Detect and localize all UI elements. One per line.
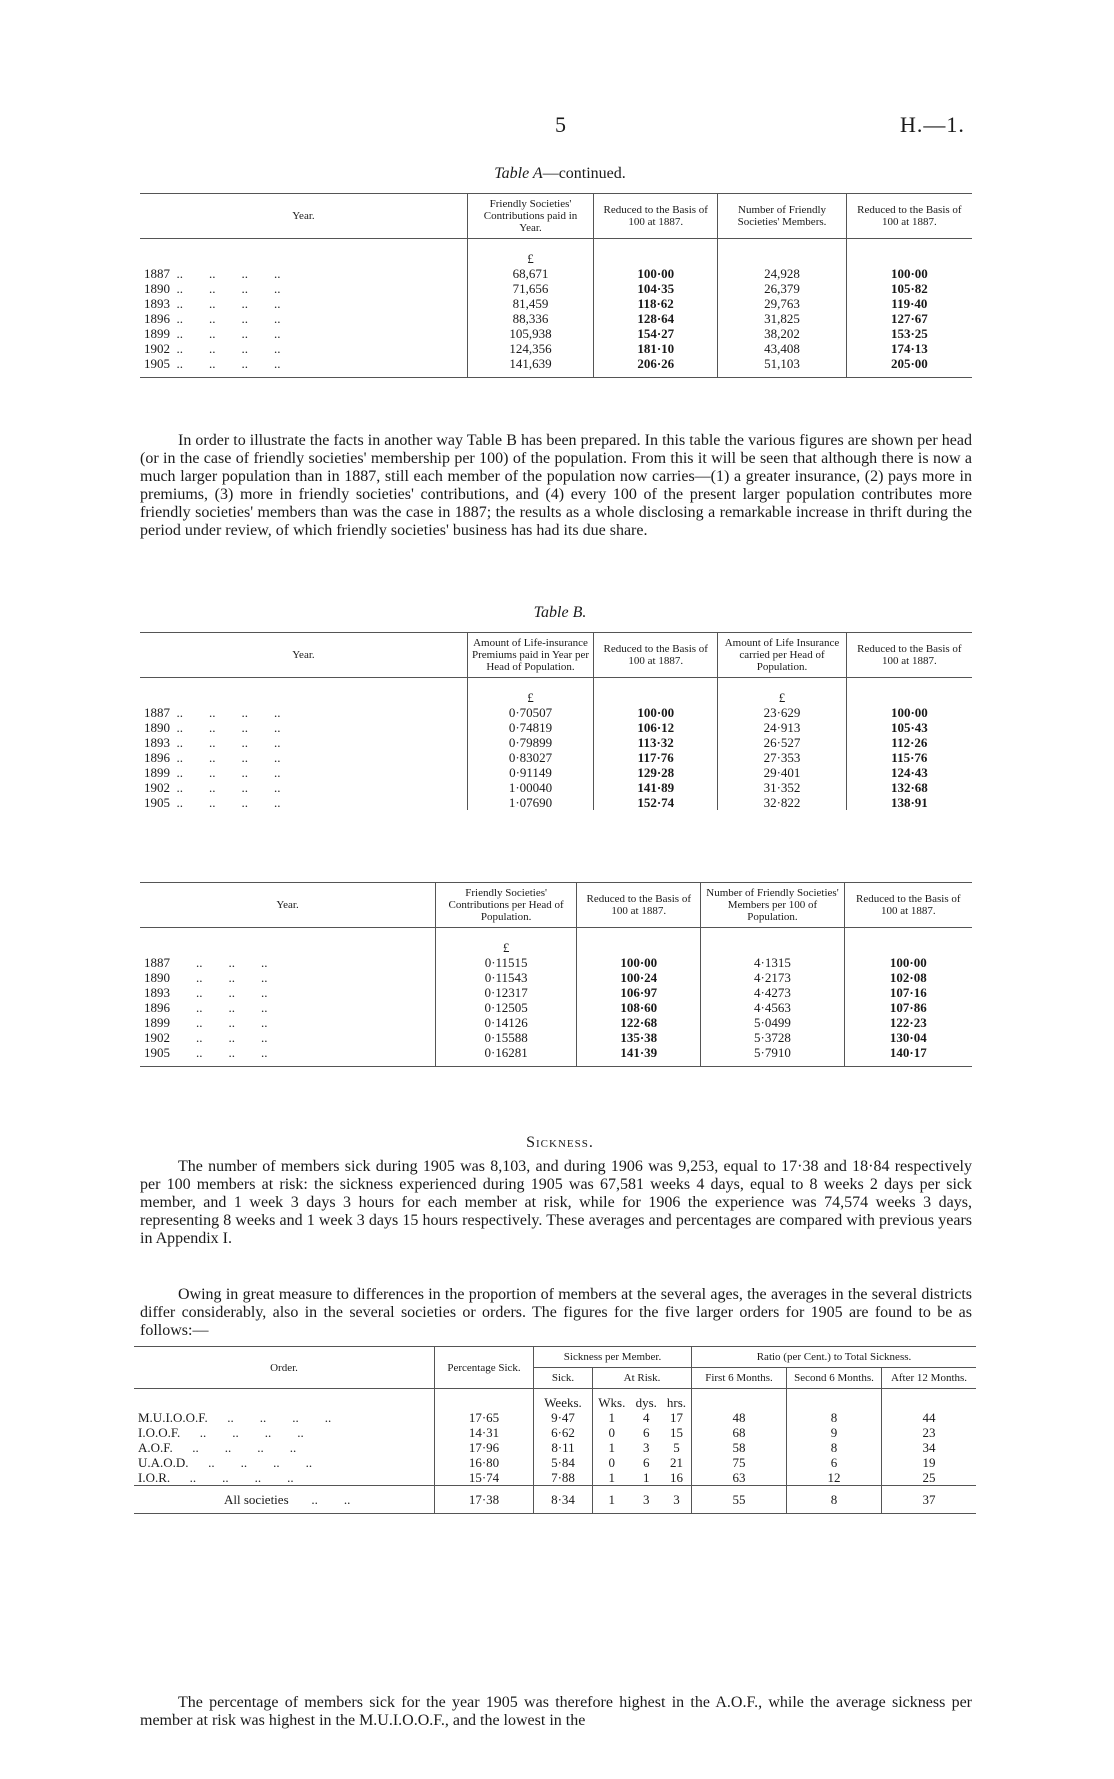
table-d-after-cell: 23 <box>882 1425 977 1440</box>
table_a-contrib-cell: 81,459 <box>467 296 593 311</box>
table-c-header-members: Number of Friendly Societies' Members per 100 of Population. <box>701 883 844 928</box>
year-cell <box>140 735 467 750</box>
table_c-red1-cell: 135·38 <box>577 1030 701 1045</box>
table_c-contrib-cell: 0·12317 <box>436 985 577 1000</box>
table-b-currency-2: £ <box>718 678 846 706</box>
leader-dots: .. .. .. <box>170 1045 268 1060</box>
table_a-members-cell: 38,202 <box>718 326 846 341</box>
table_c-members-cell: 5·7910 <box>701 1045 844 1067</box>
table_a-contrib-cell: 88,336 <box>467 311 593 326</box>
table-d-total-pct-cell: 17·38 <box>435 1486 534 1514</box>
table-row <box>140 281 972 296</box>
table-d-pct-cell: 16·80 <box>435 1455 534 1470</box>
table_a-contrib-cell: 68,671 <box>467 266 593 281</box>
table-a-header-reduced2: Reduced to the Basis of 100 at 1887. <box>846 194 972 239</box>
table-row <box>140 1000 972 1015</box>
leader-dots: .. .. .. <box>170 1000 268 1015</box>
year-cell <box>140 795 467 810</box>
table_c-red2-cell: 130·04 <box>844 1030 972 1045</box>
table-row <box>140 970 972 985</box>
table-d-total-second-cell: 8 <box>787 1486 882 1514</box>
leader-dots: .. .. .. .. <box>170 735 281 750</box>
table_b-ins-cell: 24·913 <box>718 720 846 735</box>
leader-dots: .. .. .. .. <box>207 1410 332 1425</box>
year-label: M.U.I.O.O.F. <box>138 1410 208 1425</box>
table_c-contrib-cell: 0·11515 <box>436 955 577 970</box>
table-d-first-cell: 58 <box>692 1440 787 1455</box>
table_a-members-cell: 51,103 <box>718 356 846 378</box>
order-cell <box>134 1440 435 1455</box>
year-cell <box>140 750 467 765</box>
year-cell <box>140 780 467 795</box>
leader-dots: .. .. .. .. <box>170 281 281 296</box>
table_c-red1-cell: 108·60 <box>577 1000 701 1015</box>
table_a-red1-cell: 128·64 <box>594 311 718 326</box>
table_a-members-cell: 31,825 <box>718 311 846 326</box>
table_a-contrib-cell: 141,639 <box>467 356 593 378</box>
table-d-total-first-cell: 55 <box>692 1486 787 1514</box>
table_a-red2-cell: 153·25 <box>846 326 972 341</box>
year-cell <box>140 311 467 326</box>
table_b-ins-cell: 26·527 <box>718 735 846 750</box>
table-d-wks-cell: 1 <box>593 1410 631 1425</box>
year-label: 1905 <box>144 795 170 810</box>
table-d-first-cell: 68 <box>692 1425 787 1440</box>
table-d-dys-cell: 3 <box>642 1440 650 1455</box>
year-label: 1905 <box>144 1045 170 1060</box>
table_a-members-cell: 24,928 <box>718 266 846 281</box>
table-d <box>134 1346 976 1514</box>
table_a-red1-cell: 104·35 <box>594 281 718 296</box>
table_a-red1-cell: 118·62 <box>594 296 718 311</box>
table_b-red1-cell: 113·32 <box>594 735 718 750</box>
table_a-members-cell: 26,379 <box>718 281 846 296</box>
table-d-hrs-cell: 21 <box>669 1455 683 1470</box>
year-label: 1896 <box>144 750 170 765</box>
table-d-sick-cell: 9·47 <box>534 1410 593 1425</box>
order-cell <box>134 1470 435 1486</box>
year-label: 1899 <box>144 326 170 341</box>
table_b-ins-cell: 27·353 <box>718 750 846 765</box>
table-b-header-year: Year. <box>140 633 467 678</box>
year-label: I.O.R. <box>138 1470 171 1485</box>
leader-dots: .. .. .. .. <box>170 780 281 795</box>
table-d-header-first: First 6 Months. <box>692 1368 787 1389</box>
table-row <box>140 326 972 341</box>
table_c-members-cell: 4·4273 <box>701 985 844 1000</box>
table-d-first-cell: 48 <box>692 1410 787 1425</box>
table-b-header-reduced1: Reduced to the Basis of 100 at 1887. <box>594 633 718 678</box>
table_c-red2-cell: 122·23 <box>844 1015 972 1030</box>
leader-dots: .. .. .. .. <box>188 1455 313 1470</box>
table-d-hrs-cell: 17 <box>669 1410 683 1425</box>
leader-dots: .. .. .. .. <box>170 705 281 720</box>
table-d-header-after: After 12 Months. <box>882 1368 977 1389</box>
table_b-red2-cell: 115·76 <box>846 750 972 765</box>
table_b-red1-cell: 152·74 <box>594 795 718 810</box>
table-d-dys-cell: 6 <box>642 1455 650 1470</box>
table-b <box>140 632 972 810</box>
table-a-header-year: Year. <box>140 194 467 239</box>
leader-dots: .. .. .. .. <box>170 765 281 780</box>
table_c-red2-cell: 107·86 <box>844 1000 972 1015</box>
table-d-wks-cell: 1 <box>593 1470 631 1486</box>
table-d-dys-cell: 1 <box>642 1470 650 1485</box>
table_a-red2-cell: 174·13 <box>846 341 972 356</box>
leader-dots: .. .. .. .. <box>170 750 281 765</box>
leader-dots: .. .. .. .. <box>170 720 281 735</box>
table_a-contrib-cell: 124,356 <box>467 341 593 356</box>
table_a-red2-cell: 127·67 <box>846 311 972 326</box>
table-row <box>134 1470 976 1486</box>
leader-dots: .. .. .. <box>170 970 268 985</box>
leader-dots: .. .. .. .. <box>180 1425 304 1440</box>
table-d-body <box>134 1389 976 1514</box>
table-b-currency: £ <box>467 678 593 706</box>
table_b-ins-cell: 23·629 <box>718 705 846 720</box>
table-row <box>140 780 972 795</box>
table_a-members-cell: 29,763 <box>718 296 846 311</box>
table_c-red1-cell: 141·39 <box>577 1045 701 1067</box>
year-cell <box>140 1000 436 1015</box>
table-d-after-cell: 19 <box>882 1455 977 1470</box>
year-label: 1890 <box>144 970 170 985</box>
table_b-red2-cell: 132·68 <box>846 780 972 795</box>
table-d-header-second: Second 6 Months. <box>787 1368 882 1389</box>
year-label: 1902 <box>144 780 170 795</box>
table-d-header-sick-per-member: Sickness per Member. <box>534 1347 692 1368</box>
table_a-members-cell: 43,408 <box>718 341 846 356</box>
table_c-red1-cell: 100·24 <box>577 970 701 985</box>
table_b-red1-cell: 106·12 <box>594 720 718 735</box>
order-cell <box>134 1455 435 1470</box>
table-row <box>140 356 972 378</box>
year-label: 1887 <box>144 955 170 970</box>
table-d-header-pct: Percentage Sick. <box>435 1347 534 1389</box>
table-c-header-contrib: Friendly Societies' Contributions per Head of Population. <box>436 883 577 928</box>
table-a-header-contrib: Friendly Societies' Contributions paid in Year. <box>467 194 593 239</box>
leader-dots: .. .. .. <box>170 1030 268 1045</box>
table_c-red1-cell: 122·68 <box>577 1015 701 1030</box>
year-cell <box>140 281 467 296</box>
table-d-unit-dys: dys. <box>635 1395 657 1410</box>
table-d-sick-cell: 5·84 <box>534 1455 593 1470</box>
paragraph-table-b-intro: In order to illustrate the facts in another way Table B has been prepared. In this table the various figures are shown per head (or in the case of friendly societies' membership per 100) of the population. From this it will be seen that although there is now a much larger population than in 1887, still each member of the population now carries—(1) a greater insurance, (2) pays more in premiums, (3) more in friendly societies' contributions, and (4) every 100 of the present larger population contributes more friendly societies' members than was the case in 1887; the results as a whole disclosing a remarkable increase in thrift during the period under review, of which friendly societies' business has had its due share. <box>140 432 972 539</box>
table-d-pct-cell: 14·31 <box>435 1425 534 1440</box>
table-b-body <box>140 678 972 811</box>
year-label: 1899 <box>144 1015 170 1030</box>
table-row <box>140 1015 972 1030</box>
table_c-contrib-cell: 0·16281 <box>436 1045 577 1067</box>
table-d-first-cell: 63 <box>692 1470 787 1486</box>
year-label: 1896 <box>144 1000 170 1015</box>
paragraph-orders: Owing in great measure to differences in the proportion of members at the several ages, the averages in the several districts differ considerably, also in the several societies or orders. The figures for the five larger orders for 1905 are found to be as follows:— <box>140 1286 972 1339</box>
table_b-red1-cell: 129·28 <box>594 765 718 780</box>
year-cell <box>140 1030 436 1045</box>
table_c-members-cell: 4·4563 <box>701 1000 844 1015</box>
table-a-currency: £ <box>467 239 593 267</box>
leader-dots: .. .. .. <box>170 1015 268 1030</box>
page-number: 5 <box>555 112 566 137</box>
table-c-header-reduced1: Reduced to the Basis of 100 at 1887. <box>577 883 701 928</box>
year-label: 1887 <box>144 266 170 281</box>
table-d-second-cell: 8 <box>787 1410 882 1425</box>
table-d-wks-cell: 0 <box>593 1425 631 1440</box>
table-a <box>140 193 972 378</box>
table-d-wks-cell: 0 <box>593 1455 631 1470</box>
table-d-hrs-cell: 16 <box>669 1470 683 1485</box>
table-row <box>140 955 972 970</box>
table_b-prem-cell: 1·07690 <box>467 795 593 810</box>
table-d-after-cell: 44 <box>882 1410 977 1425</box>
table-row <box>140 735 972 750</box>
table-c-header-year: Year. <box>140 883 436 928</box>
table-b-header-reduced2: Reduced to the Basis of 100 at 1887. <box>846 633 972 678</box>
table-d-first-cell: 75 <box>692 1455 787 1470</box>
table-row <box>140 795 972 810</box>
table_b-ins-cell: 32·822 <box>718 795 846 810</box>
table_a-red1-cell: 154·27 <box>594 326 718 341</box>
table_a-contrib-cell: 105,938 <box>467 326 593 341</box>
table-d-sick-cell: 7·88 <box>534 1470 593 1486</box>
table-row <box>140 266 972 281</box>
year-label: A.O.F. <box>138 1440 173 1455</box>
table-c-header-reduced2: Reduced to the Basis of 100 at 1887. <box>844 883 972 928</box>
table_b-prem-cell: 0·91149 <box>467 765 593 780</box>
table_c-red2-cell: 140·17 <box>844 1045 972 1067</box>
table-row <box>140 296 972 311</box>
table-a-header-reduced1: Reduced to the Basis of 100 at 1887. <box>594 194 718 239</box>
table_a-red1-cell: 100·00 <box>594 266 718 281</box>
table_b-red2-cell: 112·26 <box>846 735 972 750</box>
table_c-members-cell: 5·3728 <box>701 1030 844 1045</box>
table-c-body <box>140 928 972 1067</box>
table-d-pct-cell: 17·65 <box>435 1410 534 1425</box>
table-row <box>134 1425 976 1440</box>
year-cell <box>140 955 436 970</box>
table-d-after-cell: 25 <box>882 1470 977 1486</box>
document-reference: H.—1. <box>900 112 965 137</box>
year-cell <box>140 705 467 720</box>
table-b-caption: Table B. <box>533 604 587 621</box>
table-row <box>140 985 972 1000</box>
table-d-header-ratio: Ratio (per Cent.) to Total Sickness. <box>692 1347 977 1368</box>
table-d-after-cell: 34 <box>882 1440 977 1455</box>
table-row <box>134 1455 976 1470</box>
table-row <box>140 341 972 356</box>
table_b-prem-cell: 0·83027 <box>467 750 593 765</box>
table_c-contrib-cell: 0·14126 <box>436 1015 577 1030</box>
year-cell <box>140 356 467 378</box>
table-row <box>134 1410 976 1425</box>
table-row <box>140 705 972 720</box>
table-b-header-insurance: Amount of Life Insurance carried per Head of Population. <box>718 633 846 678</box>
year-label: I.O.O.F. <box>138 1425 181 1440</box>
table-row <box>140 1030 972 1045</box>
table_c-red1-cell: 100·00 <box>577 955 701 970</box>
table-a-caption <box>380 165 740 183</box>
year-label: 1902 <box>144 1030 170 1045</box>
year-cell <box>140 296 467 311</box>
table-d-total-after-cell: 37 <box>882 1486 977 1514</box>
table_a-red2-cell: 205·00 <box>846 356 972 378</box>
table-b-header-premiums: Amount of Life-insurance Premiums paid in Year per Head of Population. <box>467 633 593 678</box>
year-label: 1902 <box>144 341 170 356</box>
table-d-sick-cell: 8·11 <box>534 1440 593 1455</box>
order-cell <box>134 1425 435 1440</box>
table-row <box>140 720 972 735</box>
leader-dots: .. .. .. .. <box>170 296 281 311</box>
leader-dots: .. .. .. .. <box>170 266 281 281</box>
year-label: U.A.O.D. <box>138 1455 189 1470</box>
table_c-members-cell: 4·1315 <box>701 955 844 970</box>
table-c-currency: £ <box>436 928 577 956</box>
year-cell <box>140 341 467 356</box>
order-cell <box>134 1410 435 1425</box>
leader-dots: .. .. .. .. <box>170 795 281 810</box>
table-d-pct-cell: 15·74 <box>435 1470 534 1486</box>
table_a-red2-cell: 119·40 <box>846 296 972 311</box>
year-cell <box>140 765 467 780</box>
table_c-red1-cell: 106·97 <box>577 985 701 1000</box>
year-label: 1890 <box>144 281 170 296</box>
table_c-contrib-cell: 0·12505 <box>436 1000 577 1015</box>
sickness-heading: Sickness. <box>526 1134 594 1151</box>
table_a-red1-cell: 206·26 <box>594 356 718 378</box>
table-c <box>140 882 972 1067</box>
year-label: 1893 <box>144 735 170 750</box>
table-a-caption-main: Table A <box>494 165 543 182</box>
table-d-second-cell: 12 <box>787 1470 882 1486</box>
table-d-total-wks-cell: 1 <box>593 1486 631 1514</box>
table-a-body <box>140 239 972 378</box>
table_a-red2-cell: 105·82 <box>846 281 972 296</box>
table_b-ins-cell: 31·352 <box>718 780 846 795</box>
paragraph-conclusion: The percentage of members sick for the year 1905 was therefore highest in the A.O.F., while the average sickness per member at risk was highest in the M.U.I.O.O.F., and the lowest in the <box>140 1694 972 1729</box>
year-label: 1890 <box>144 720 170 735</box>
table_c-members-cell: 4·2173 <box>701 970 844 985</box>
table_b-red2-cell: 100·00 <box>846 705 972 720</box>
year-label: 1893 <box>144 296 170 311</box>
table-a-caption-suffix: —continued. <box>542 165 626 182</box>
year-label: 1905 <box>144 356 170 371</box>
leader-dots: .. .. .. .. <box>172 1440 297 1455</box>
table_b-red1-cell: 117·76 <box>594 750 718 765</box>
table-d-dys-cell: 6 <box>642 1425 650 1440</box>
table-d-header-at-risk: At Risk. <box>593 1368 692 1389</box>
table-d-header-sick: Sick. <box>534 1368 593 1389</box>
year-cell <box>140 720 467 735</box>
table_c-contrib-cell: 0·11543 <box>436 970 577 985</box>
table-d-hrs-cell: 5 <box>673 1440 680 1455</box>
table-d-total-hrs-cell: 3 <box>662 1486 692 1514</box>
table_b-prem-cell: 0·79899 <box>467 735 593 750</box>
year-label: 1899 <box>144 765 170 780</box>
table-row <box>140 750 972 765</box>
table-row <box>140 1045 972 1067</box>
table-d-sick-cell: 6·62 <box>534 1425 593 1440</box>
year-label: 1893 <box>144 985 170 1000</box>
leader-dots: .. .. .. <box>170 985 268 1000</box>
table-d-unit-weeks: Weeks. <box>534 1389 593 1411</box>
year-label: 1896 <box>144 311 170 326</box>
year-cell <box>140 266 467 281</box>
table_c-red2-cell: 100·00 <box>844 955 972 970</box>
table_b-ins-cell: 29·401 <box>718 765 846 780</box>
total-order-cell <box>134 1486 435 1514</box>
table-d-second-cell: 6 <box>787 1455 882 1470</box>
table-d-dys-cell: 4 <box>642 1410 650 1425</box>
table-d-header-order: Order. <box>134 1347 435 1389</box>
table-row <box>134 1440 976 1455</box>
table_b-red2-cell: 138·91 <box>846 795 972 810</box>
leader-dots: .. .. .. .. <box>170 1470 294 1485</box>
table_b-red1-cell: 100·00 <box>594 705 718 720</box>
leader-dots: .. .. .. <box>170 955 268 970</box>
table-d-pct-cell: 17·96 <box>435 1440 534 1455</box>
leader-dots: .. .. .. .. <box>170 326 281 341</box>
leader-dots: .. .. .. .. <box>170 311 281 326</box>
leader-dots: .. .. .. .. <box>170 356 281 371</box>
table-d-second-cell: 9 <box>787 1425 882 1440</box>
total-label: All societies <box>224 1492 289 1507</box>
year-cell <box>140 326 467 341</box>
table_c-red2-cell: 102·08 <box>844 970 972 985</box>
table-d-hrs-cell: 15 <box>669 1425 683 1440</box>
leader-dots: .. .. <box>288 1492 351 1507</box>
table_a-red2-cell: 100·00 <box>846 266 972 281</box>
table-d-unit-wks: Wks. <box>593 1389 631 1411</box>
table_b-prem-cell: 1·00040 <box>467 780 593 795</box>
leader-dots: .. .. .. .. <box>170 341 281 356</box>
table-d-second-cell: 8 <box>787 1440 882 1455</box>
table_b-prem-cell: 0·70507 <box>467 705 593 720</box>
table-row <box>140 311 972 326</box>
table-a-header-members: Number of Friendly Societies' Members. <box>718 194 846 239</box>
table_a-contrib-cell: 71,656 <box>467 281 593 296</box>
table-d-total-sick-cell: 8·34 <box>534 1486 593 1514</box>
table-d-total-dys-cell: 3 <box>631 1486 662 1514</box>
table_b-prem-cell: 0·74819 <box>467 720 593 735</box>
table_c-red2-cell: 107·16 <box>844 985 972 1000</box>
table-d-wks-cell: 1 <box>593 1440 631 1455</box>
year-label: 1887 <box>144 705 170 720</box>
year-cell <box>140 985 436 1000</box>
table_c-members-cell: 5·0499 <box>701 1015 844 1030</box>
paragraph-sickness: The number of members sick during 1905 was 8,103, and during 1906 was 9,253, equal to 17·38 and 18·84 respectively per 100 members at risk: the sickness experienced during 1905 was 67,581 weeks 4 days, equal to 8 weeks 2 days per sick member, and 1 week 3 days 3 hours for each member at risk, while for 1906 the experience was 74,574 weeks 3 days, representing 8 weeks and 1 week 3 days 15 hours respectively. These averages and percentages are compared with previous years in Appendix I. <box>140 1158 972 1247</box>
year-cell <box>140 1045 436 1067</box>
table_c-contrib-cell: 0·15588 <box>436 1030 577 1045</box>
table_b-red1-cell: 141·89 <box>594 780 718 795</box>
table_b-red2-cell: 124·43 <box>846 765 972 780</box>
table_a-red1-cell: 181·10 <box>594 341 718 356</box>
table-row <box>140 765 972 780</box>
table-total-row <box>134 1486 976 1514</box>
table-d-unit-hrs: hrs. <box>666 1395 687 1410</box>
year-cell <box>140 970 436 985</box>
year-cell <box>140 1015 436 1030</box>
table_b-red2-cell: 105·43 <box>846 720 972 735</box>
